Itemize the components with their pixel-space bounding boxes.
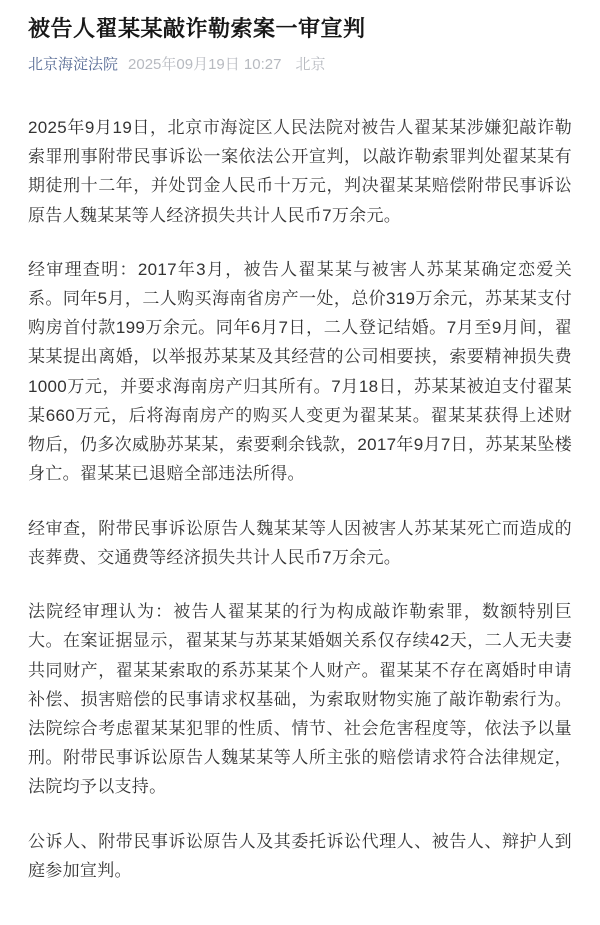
article-paragraph: 经审理查明：2017年3月，被告人翟某某与被害人苏某某确定恋爱关系。同年5月，二人购买海南省房产一处，总价319万余元，苏某某支付购房首付款199万余元。同年6月7日，二人登记结婚。7月至9月间，翟某某提出离婚，以举报苏某某及其经营的公司相要挟，索要精神损失费1000万元，并要求海南房产归其所有。7月18日，苏某某被迫支付翟某某660万元，后将海南房产的购买人变更为翟某某。翟某某获得上述财物后，仍多次威胁苏某某，索要剩余钱款，2017年9月7日，苏某某坠楼身亡。翟某某已退赔全部违法所得。	[28, 259, 572, 484]
publish-datetime: 2025年09月19日 10:27	[128, 55, 282, 73]
article-paragraph: 法院经审理认为：被告人翟某某的行为构成敲诈勒索罪，数额特别巨大。在案证据显示，翟某某与苏某某婚姻关系仅存续42天，二人无夫妻共同财产，翟某某索取的系苏某某个人财产。翟某某不存在离婚时申请补偿、损害赔偿的民事请求权基础，为索取财物实施了敲诈勒索行为。法院综合考虑翟某某犯罪的性质、情节、社会危害程度等，依法予以量刑。附带民事诉讼原告人魏某某等人所主张的赔偿请求符合法律规定，法院均予以支持。	[28, 602, 572, 797]
article-paragraph: 2025年9月19日，北京市海淀区人民法院对被告人翟某某涉嫌犯敲诈勒索罪刑事附带民事诉讼一案依法公开宣判，以敲诈勒索罪判处翟某某有期徒刑十二年，并处罚金人民币十万元，判决翟某某赔偿附带民事诉讼原告人魏某某等人经济损失共计人民币7万余元。	[28, 117, 572, 225]
article-paragraph: 经审查，附带民事诉讼原告人魏某某等人因被害人苏某某死亡而造成的丧葬费、交通费等经济损失共计人民币7万余元。	[28, 518, 572, 567]
account-name-link[interactable]: 北京海淀法院	[28, 55, 119, 73]
byline	[28, 54, 572, 75]
publish-location: 北京	[295, 55, 326, 73]
article-title: 被告人翟某某敲诈勒索案一审宣判	[28, 16, 366, 41]
article-paragraph: 公诉人、附带民事诉讼原告人及其委托诉讼代理人、被告人、辩护人到庭参加宣判。	[28, 831, 572, 880]
article-body	[28, 113, 572, 885]
